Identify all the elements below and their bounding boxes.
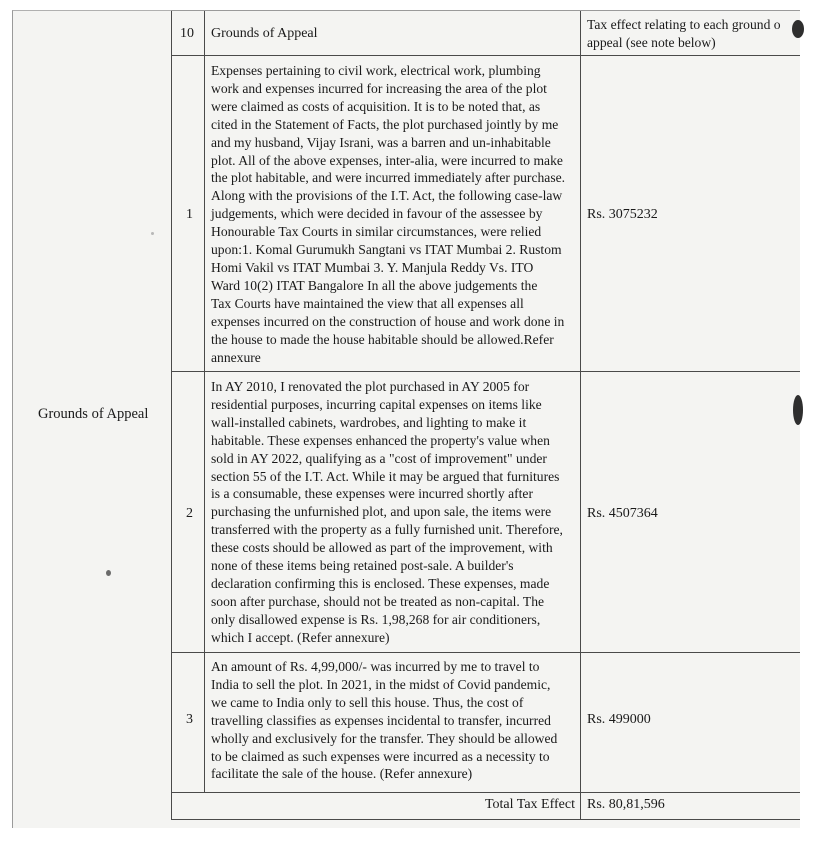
ground-text-line: which I accept. (Refer annexure): [211, 629, 390, 645]
ground-tax-effect: Rs. 3075232: [587, 207, 658, 222]
ground-text-line: judgements, which were decided in favour of the assessee by: [211, 206, 543, 222]
ground-text-line: section 55 of the I.T. Act. While it may be argued that furnitures: [211, 468, 560, 484]
ground-text-line: we came to India only to sell this house. Thus, the cost of: [211, 694, 524, 710]
ground-text-line: Tax Courts have maintained the view that all expenses all: [211, 295, 524, 311]
header-title: Grounds of Appeal: [211, 26, 318, 41]
ground-text-line: In AY 2010, I renovated the plot purchased in AY 2005 for: [211, 379, 530, 394]
ground-text: [211, 658, 579, 783]
ground-text-line: wall-installed cabinets, wardrobes, and lighting to make it: [211, 414, 527, 430]
ground-text-line: the house to made the house habitable should be allowed.Refer: [211, 331, 554, 347]
number-column-divider: [204, 10, 205, 792]
table-outer-left-border: [171, 10, 172, 820]
ground-text-line: upon:1. Komal Gurumukh Sangtani vs ITAT Mumbai 2. Rustom: [211, 242, 562, 258]
ground-number: 3: [186, 712, 193, 727]
ground-text-line: residential purposes, incurring capital expenses on items like: [211, 396, 542, 412]
scan-speck: [106, 570, 111, 576]
ground-text-line: cited in the Statement of Facts, the plot purchased jointly by me: [211, 116, 559, 132]
row1-divider: [171, 371, 800, 372]
side-label-grounds-of-appeal: Grounds of Appeal: [38, 406, 149, 422]
header-tax-effect-line2: appeal (see note below): [587, 35, 716, 50]
header-tax-effect-line1: Tax effect relating to each ground o: [587, 17, 781, 32]
ground-text-line: Honourable Tax Courts in similar circumstances, were relied: [211, 224, 542, 240]
table-top-border: [171, 10, 800, 11]
ground-text-line: transferred with the property as a fully furnished unit. Therefore,: [211, 522, 563, 538]
ground-text-line: sold in AY 2022, qualifying as a "cost of improvement" under: [211, 450, 547, 466]
ground-tax-effect: Rs. 499000: [587, 712, 651, 727]
row2-divider: [171, 652, 800, 653]
ground-text-line: Expenses pertaining to civil work, electrical work, plumbing: [211, 63, 541, 78]
ground-text-line: is a consumable, these expenses were incurred shortly after: [211, 486, 533, 502]
ground-text-line: the plot habitable, and were incurred immediately after purchase.: [211, 170, 566, 186]
ground-text-line: Along with the provisions of the I.T. Act, the following case-law: [211, 188, 563, 204]
ground-text-line: Homi Vakil vs ITAT Mumbai 3. Y. Manjula Reddy Vs. ITO: [211, 259, 534, 275]
ground-text-line: Ward 10(2) ITAT Bangalore In all the above judgements the: [211, 277, 538, 293]
ground-text-line: work and expenses incurred for increasing the area of the plot: [211, 80, 547, 96]
total-label: Total Tax Effect: [484, 797, 575, 812]
ground-text-line: soon after purchase, should not be treated as non-capital. The: [211, 593, 545, 609]
ground-text-line: to be claimed as such expenses were incurred as a necessity to: [211, 748, 550, 764]
ground-text-line: and my husband, Vijay Israni, was a barren and un-inhabitable: [211, 134, 551, 150]
ground-text-line: none of these items being retained post-sale. A builder's: [211, 558, 514, 574]
header-number: 10: [180, 26, 194, 41]
scan-mark-top-right: [792, 20, 804, 38]
ground-tax-effect: Rs. 4507364: [587, 506, 658, 521]
scan-speck: [151, 232, 154, 235]
ground-text-line: expenses incurred on the construction of house and work done in: [211, 313, 565, 329]
total-value: Rs. 80,81,596: [587, 797, 665, 812]
ground-text-line: habitable. These expenses enhanced the property's value when: [211, 432, 550, 448]
ground-text-line: declaration confirming this is enclosed. These expenses, made: [211, 575, 550, 591]
ground-text-line: An amount of Rs. 4,99,000/- was incurred by me to travel to: [211, 659, 540, 674]
ground-number: 1: [186, 207, 193, 222]
ground-text: [211, 378, 579, 647]
ground-text-line: purchasing the unfurnished plot, and upon sale, the items were: [211, 504, 552, 520]
ground-text: [211, 62, 579, 366]
row3-divider: [171, 792, 800, 793]
ground-text-line: annexure: [211, 349, 261, 365]
ground-text-line: India to sell the plot. In 2021, in the midst of Covid pandemic,: [211, 676, 551, 692]
table-bottom-border: [171, 819, 800, 820]
ground-text-line: facilitate the sale of the house. (Refer annexure): [211, 766, 473, 782]
ground-number: 2: [186, 506, 193, 521]
tax-column-divider: [580, 10, 581, 820]
ground-text-line: wholly and exclusively for the transfer. They should be allowed: [211, 730, 558, 746]
ground-text-line: travelling classifies as expenses incidental to transfer, incurred: [211, 712, 551, 728]
ground-text-line: plot. All of the above expenses, inter-alia, were incurred to make: [211, 152, 563, 168]
scan-mark-mid-right: [793, 395, 803, 425]
header-row-divider: [171, 55, 800, 56]
ground-text-line: only disallowed expense is Rs. 1,98,268 for air conditioners,: [211, 611, 541, 627]
ground-text-line: these costs should be allowed as part of the improvement, with: [211, 540, 553, 556]
ground-text-line: were claimed as costs of acquisition. It is to be noted that, as: [211, 98, 541, 114]
